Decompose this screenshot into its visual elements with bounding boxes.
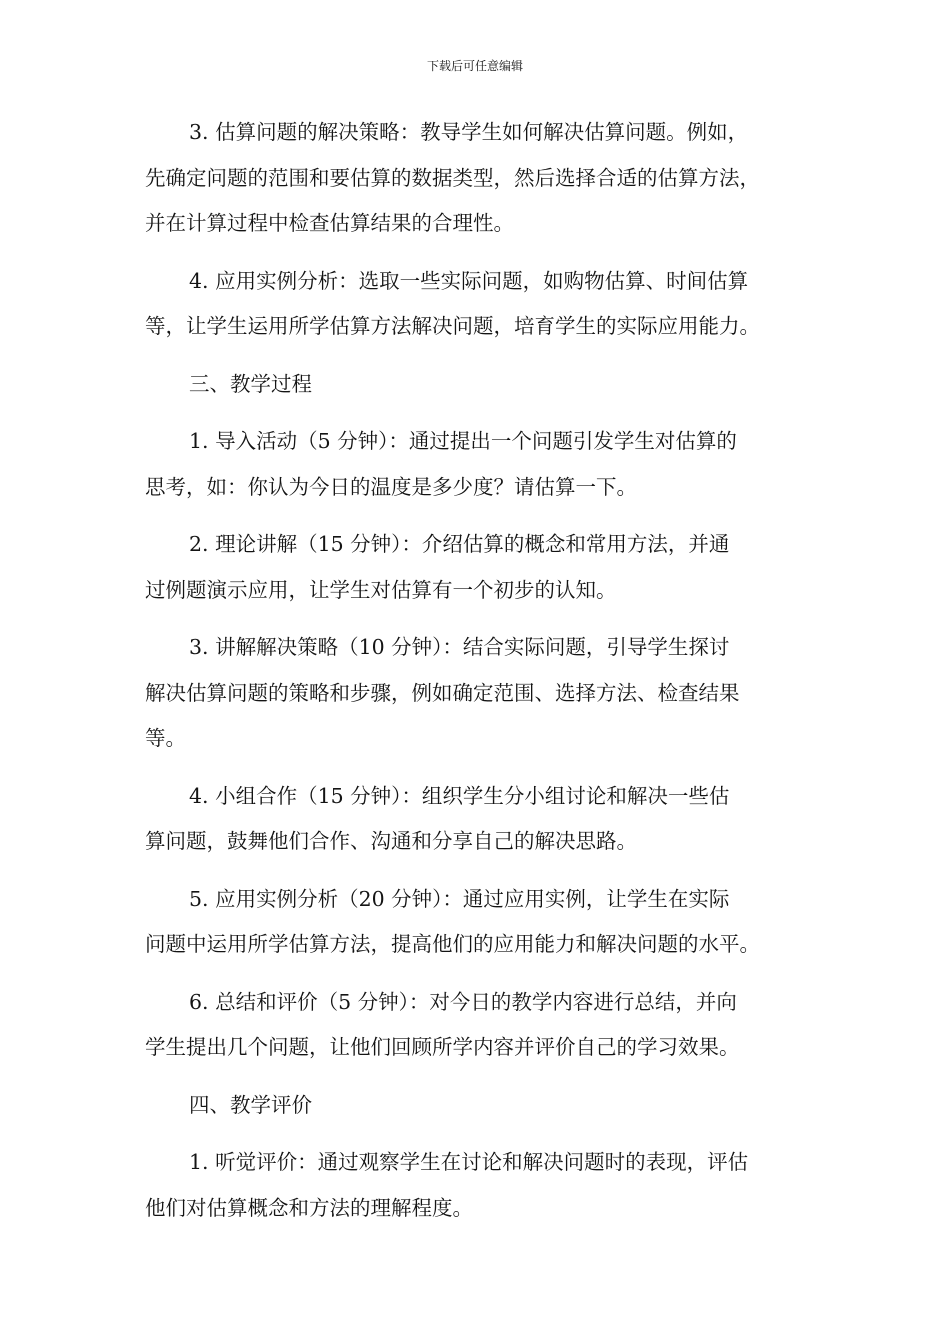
paragraph-line: 算问题，鼓舞他们合作、沟通和分享自己的解决思路。: [145, 829, 637, 853]
paragraph-line: 解决估算问题的策略和步骤，例如确定范围、选择方法、检查结果: [145, 680, 740, 705]
paragraph-line: 6. 总结和评价（5 分钟）：对今日的教学内容进行总结，并向: [189, 989, 737, 1014]
paragraph-line: 4. 小组合作（15 分钟）：组织学生分小组讨论和解决一些估: [189, 783, 730, 808]
paragraph-summary-evaluation: [145, 980, 815, 1071]
paragraph-line: 问题中运用所学估算方法，提高他们的应用能力和解决问题的水平。: [145, 932, 760, 956]
paragraph-line: 1. 听觉评价：通过观察学生在讨论和解决问题时的表现，评估: [189, 1150, 749, 1174]
section-heading-teaching-process: 三、教学过程: [189, 371, 312, 396]
page-header: 下载后可任意编辑: [426, 59, 523, 73]
paragraph-strategy-lecture: [145, 625, 815, 762]
paragraph-line: 1. 导入活动（5 分钟）：通过提出一个问题引发学生对估算的: [189, 429, 737, 453]
paragraph-line: 4. 应用实例分析：选取一些实际问题，如购物估算、时间估算: [189, 268, 749, 293]
paragraph-line: 学生提出几个问题，让他们回顾所学内容并评价自己的学习效果。: [145, 1035, 740, 1059]
paragraph-line: 3. 估算问题的解决策略：教导学生如何解决估算问题。例如，: [189, 120, 749, 144]
paragraph-line: 3. 讲解解决策略（10 分钟）：结合实际问题，引导学生探讨: [189, 635, 730, 659]
paragraph-line: 过例题演示应用，让学生对估算有一个初步的认知。: [145, 577, 617, 602]
document-body: [145, 110, 815, 1243]
paragraph-theory-lecture: [145, 522, 815, 613]
paragraph-case-analysis: [145, 877, 815, 968]
paragraph-intro-activity: [145, 419, 815, 510]
paragraph-line: 等，让学生运用所学估算方法解决问题，培育学生的实际应用能力。: [145, 314, 760, 338]
paragraph-application-examples: [145, 259, 815, 350]
paragraph-line: 等。: [145, 726, 186, 750]
paragraph-line: 先确定问题的范围和要估算的数据类型，然后选择合适的估算方法，: [145, 165, 760, 190]
paragraph-line: 并在计算过程中检查估算结果的合理性。: [145, 211, 514, 235]
paragraph-line: 2. 理论讲解（15 分钟）：介绍估算的概念和常用方法，并通: [189, 532, 730, 556]
paragraph-line: 5. 应用实例分析（20 分钟）：通过应用实例，让学生在实际: [189, 886, 730, 911]
paragraph-line: 思考，如：你认为今日的温度是多少度？请估算一下。: [145, 474, 637, 499]
paragraph-estimation-strategy: [145, 110, 815, 247]
section-heading-teaching-evaluation: 四、教学评价: [189, 1092, 312, 1117]
paragraph-line: 他们对估算概念和方法的理解程度。: [145, 1195, 473, 1220]
paragraph-group-work: [145, 774, 815, 865]
paragraph-observation-evaluation: [145, 1140, 815, 1231]
